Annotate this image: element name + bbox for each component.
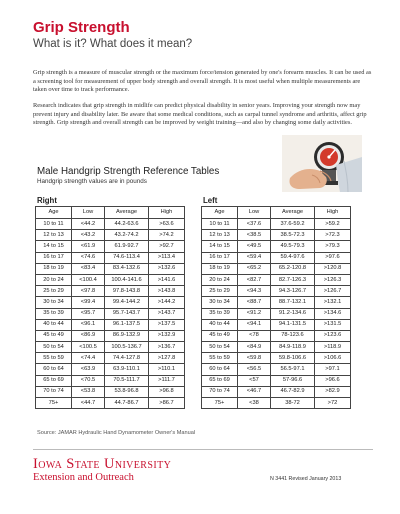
column-header-high: High [149, 207, 185, 219]
low-cell: <97.8 [72, 286, 105, 297]
age-cell: 45 to 49 [36, 330, 72, 341]
average-cell: 59.8-106.6 [271, 353, 315, 364]
high-cell: >79.3 [315, 241, 351, 252]
table-row [202, 375, 351, 386]
high-cell: >123.6 [315, 330, 351, 341]
table-row [36, 274, 185, 285]
table-row [36, 308, 185, 319]
table-row [202, 364, 351, 375]
average-cell: 96.1-137.5 [105, 319, 149, 330]
age-cell: 35 to 39 [202, 308, 238, 319]
average-cell: 99.4-144.2 [105, 297, 149, 308]
table-row [36, 398, 185, 409]
low-cell: <74.6 [72, 252, 105, 263]
column-header-age: Age [36, 207, 72, 219]
low-cell: <46.7 [238, 386, 271, 397]
average-cell: 94.3-126.7 [271, 286, 315, 297]
low-cell: <56.5 [238, 364, 271, 375]
table-row [202, 330, 351, 341]
high-cell: >111.7 [149, 375, 185, 386]
column-header-high: High [315, 207, 351, 219]
age-cell: 70 to 74 [36, 386, 72, 397]
high-cell: >72.3 [315, 230, 351, 241]
average-cell: 100.5-136.7 [105, 342, 149, 353]
column-header-average: Average [271, 207, 315, 219]
high-cell: >63.6 [149, 219, 185, 230]
low-cell: <44.2 [72, 219, 105, 230]
high-cell: >92.7 [149, 241, 185, 252]
high-cell: >82.9 [315, 386, 351, 397]
right-hand-table [35, 206, 185, 409]
low-cell: <91.2 [238, 308, 271, 319]
low-cell: <65.2 [238, 263, 271, 274]
table-row [202, 386, 351, 397]
low-cell: <38 [238, 398, 271, 409]
average-cell: 43.2-74.2 [105, 230, 149, 241]
age-cell: 55 to 59 [202, 353, 238, 364]
table-row [36, 230, 185, 241]
low-cell: <86.9 [72, 330, 105, 341]
age-cell: 40 to 44 [36, 319, 72, 330]
average-cell: 84.9-118.9 [271, 342, 315, 353]
age-cell: 60 to 64 [36, 364, 72, 375]
age-cell: 25 to 29 [36, 286, 72, 297]
table-row [36, 286, 185, 297]
high-cell: >118.9 [315, 342, 351, 353]
age-cell: 50 to 54 [36, 342, 72, 353]
age-cell: 65 to 69 [36, 375, 72, 386]
average-cell: 82.7-126.3 [271, 274, 315, 285]
average-cell: 70.5-111.7 [105, 375, 149, 386]
high-cell: >143.8 [149, 286, 185, 297]
low-cell: <78 [238, 330, 271, 341]
average-cell: 56.5-97.1 [271, 364, 315, 375]
right-table-body [36, 219, 185, 409]
high-cell: >59.2 [315, 219, 351, 230]
table-row [202, 263, 351, 274]
table-row [36, 297, 185, 308]
table-row [202, 286, 351, 297]
high-cell: >126.3 [315, 274, 351, 285]
age-cell: 18 to 19 [202, 263, 238, 274]
average-cell: 44.2-63.6 [105, 219, 149, 230]
high-cell: >141.6 [149, 274, 185, 285]
table-row [36, 252, 185, 263]
age-cell: 14 to 15 [202, 241, 238, 252]
average-cell: 83.4-132.6 [105, 263, 149, 274]
average-cell: 88.7-132.1 [271, 297, 315, 308]
age-cell: 60 to 64 [202, 364, 238, 375]
low-cell: <100.4 [72, 274, 105, 285]
age-cell: 10 to 11 [202, 219, 238, 230]
average-cell: 95.7-143.7 [105, 308, 149, 319]
table-row [202, 308, 351, 319]
average-cell: 61.9-92.7 [105, 241, 149, 252]
average-cell: 78-123.6 [271, 330, 315, 341]
intro-paragraph-1: Grip strength is a measure of muscular strength or the maximum force/tension generated by one's forearm muscles. It can be used as a screening tool for measurement of upper body strength and overall strength. It is most useful when multiple measurements are taken over time to track performance. [33, 69, 372, 94]
low-cell: <84.9 [238, 342, 271, 353]
table-row [36, 353, 185, 364]
publication-number: N 3441 Revised January 2013 [270, 476, 342, 482]
source-citation: Source: JAMAR Hydraulic Hand Dynamometer Owner's Manual [37, 430, 196, 436]
low-cell: <100.5 [72, 342, 105, 353]
low-cell: <82.7 [238, 274, 271, 285]
age-cell: 16 to 17 [202, 252, 238, 263]
high-cell: >126.7 [315, 286, 351, 297]
low-cell: <37.6 [238, 219, 271, 230]
low-cell: <59.4 [238, 252, 271, 263]
average-cell: 53.8-96.8 [105, 386, 149, 397]
age-cell: 10 to 11 [36, 219, 72, 230]
age-cell: 30 to 34 [36, 297, 72, 308]
high-cell: >97.1 [315, 364, 351, 375]
low-cell: <63.9 [72, 364, 105, 375]
average-cell: 49.5-79.3 [271, 241, 315, 252]
age-cell: 35 to 39 [36, 308, 72, 319]
average-cell: 74.6-113.4 [105, 252, 149, 263]
low-cell: <88.7 [238, 297, 271, 308]
low-cell: <43.2 [72, 230, 105, 241]
high-cell: >106.6 [315, 353, 351, 364]
table-row [36, 330, 185, 341]
age-cell: 55 to 59 [36, 353, 72, 364]
extension-wordmark: Extension and Outreach [33, 472, 134, 483]
average-cell: 38.5-72.3 [271, 230, 315, 241]
high-cell: >127.8 [149, 353, 185, 364]
age-cell: 75+ [202, 398, 238, 409]
high-cell: >96.8 [149, 386, 185, 397]
high-cell: >97.6 [315, 252, 351, 263]
table-row [36, 219, 185, 230]
high-cell: >144.2 [149, 297, 185, 308]
table-row [202, 342, 351, 353]
low-cell: <96.1 [72, 319, 105, 330]
age-cell: 25 to 29 [202, 286, 238, 297]
high-cell: >96.6 [315, 375, 351, 386]
high-cell: >143.7 [149, 308, 185, 319]
low-cell: <53.8 [72, 386, 105, 397]
average-cell: 57-96.6 [271, 375, 315, 386]
high-cell: >120.8 [315, 263, 351, 274]
table-row [202, 241, 351, 252]
column-header-low: Low [238, 207, 271, 219]
table-row [202, 319, 351, 330]
average-cell: 38-72 [271, 398, 315, 409]
left-hand-label: Left [203, 196, 218, 205]
age-cell: 14 to 15 [36, 241, 72, 252]
university-wordmark: Iowa State University [33, 456, 172, 472]
intro-paragraph-2: Research indicates that grip strength in midlife can predict physical disability in senior years. Improving your strength now may prevent injury and disability later. Be aware that some medical conditions, such as carpal tunnel syndrome and arthritis, affect grip strength. Grip strength and overall strength can be improved by weight training—and also by changing some daily activities. [33, 102, 367, 127]
age-cell: 12 to 13 [36, 230, 72, 241]
age-cell: 16 to 17 [36, 252, 72, 263]
low-cell: <57 [238, 375, 271, 386]
tables-units-note: Handgrip strength values are in pounds [37, 178, 147, 185]
high-cell: >132.1 [315, 297, 351, 308]
high-cell: >137.5 [149, 319, 185, 330]
table-row [202, 274, 351, 285]
left-hand-table [201, 206, 351, 409]
high-cell: >132.6 [149, 263, 185, 274]
high-cell: >136.7 [149, 342, 185, 353]
age-cell: 20 to 24 [202, 274, 238, 285]
table-row [202, 297, 351, 308]
table-row [202, 398, 351, 409]
column-header-age: Age [202, 207, 238, 219]
left-table-body [202, 219, 351, 409]
age-cell: 70 to 74 [202, 386, 238, 397]
age-cell: 20 to 24 [36, 274, 72, 285]
high-cell: >72 [315, 398, 351, 409]
average-cell: 100.4-141.6 [105, 274, 149, 285]
table-row [202, 230, 351, 241]
average-cell: 44.7-86.7 [105, 398, 149, 409]
high-cell: >134.6 [315, 308, 351, 319]
age-cell: 12 to 13 [202, 230, 238, 241]
age-cell: 65 to 69 [202, 375, 238, 386]
footer-divider [33, 449, 373, 450]
low-cell: <38.5 [238, 230, 271, 241]
table-header-row [202, 207, 351, 219]
low-cell: <94.3 [238, 286, 271, 297]
table-row [36, 375, 185, 386]
page-subtitle: What is it? What does it mean? [33, 38, 193, 50]
low-cell: <95.7 [72, 308, 105, 319]
high-cell: >110.1 [149, 364, 185, 375]
low-cell: <94.1 [238, 319, 271, 330]
table-row [36, 342, 185, 353]
table-row [202, 252, 351, 263]
average-cell: 46.7-82.9 [271, 386, 315, 397]
page-title: Grip Strength [33, 19, 130, 36]
age-cell: 30 to 34 [202, 297, 238, 308]
average-cell: 63.9-110.1 [105, 364, 149, 375]
table-row [36, 319, 185, 330]
table-row [202, 353, 351, 364]
table-header-row [36, 207, 185, 219]
average-cell: 59.4-97.6 [271, 252, 315, 263]
low-cell: <59.8 [238, 353, 271, 364]
high-cell: >132.9 [149, 330, 185, 341]
low-cell: <83.4 [72, 263, 105, 274]
average-cell: 74.4-127.8 [105, 353, 149, 364]
table-row [36, 386, 185, 397]
table-row [36, 263, 185, 274]
high-cell: >131.5 [315, 319, 351, 330]
low-cell: <61.9 [72, 241, 105, 252]
low-cell: <99.4 [72, 297, 105, 308]
age-cell: 50 to 54 [202, 342, 238, 353]
average-cell: 65.2-120.8 [271, 263, 315, 274]
low-cell: <49.5 [238, 241, 271, 252]
table-row [36, 364, 185, 375]
average-cell: 91.2-134.6 [271, 308, 315, 319]
average-cell: 37.6-59.2 [271, 219, 315, 230]
low-cell: <70.5 [72, 375, 105, 386]
low-cell: <74.4 [72, 353, 105, 364]
right-hand-label: Right [37, 196, 57, 205]
low-cell: <44.7 [72, 398, 105, 409]
table-row [202, 219, 351, 230]
column-header-low: Low [72, 207, 105, 219]
high-cell: >74.2 [149, 230, 185, 241]
age-cell: 45 to 49 [202, 330, 238, 341]
age-cell: 75+ [36, 398, 72, 409]
average-cell: 86.9-132.9 [105, 330, 149, 341]
tables-heading: Male Handgrip Strength Reference Tables [37, 166, 220, 177]
age-cell: 18 to 19 [36, 263, 72, 274]
average-cell: 97.8-143.8 [105, 286, 149, 297]
high-cell: >86.7 [149, 398, 185, 409]
column-header-average: Average [105, 207, 149, 219]
age-cell: 40 to 44 [202, 319, 238, 330]
average-cell: 94.1-131.5 [271, 319, 315, 330]
table-row [36, 241, 185, 252]
high-cell: >113.4 [149, 252, 185, 263]
hand-dynamometer-illustration [282, 135, 362, 192]
